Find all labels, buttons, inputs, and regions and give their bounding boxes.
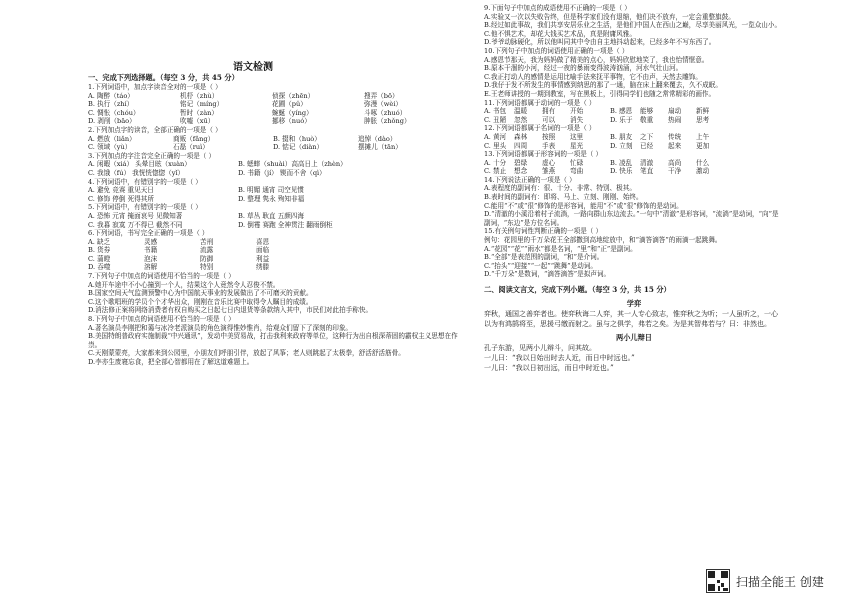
q13-2-5: D. 快乐 (610, 167, 633, 176)
q8-c: C.天刚蒙蒙亮，大家都来到公园里，小朋友们呼朋引伴，放起了风筝；老人则跳起了太极拳，舒活舒活筋骨。 (88, 349, 405, 358)
q11-1-2: 温暖 (514, 107, 528, 116)
q2-stem: 2.下列加点字的读音，全部正确的一项是（ ） (88, 125, 222, 134)
text1-title: 学弈 (626, 299, 642, 308)
q13-2-4: 弯曲 (570, 167, 584, 176)
q6-b-2: 书籍 (144, 246, 158, 255)
q12-1-1: A. 黄河 (484, 132, 507, 141)
q12-2-6: 已经 (640, 141, 654, 150)
q11-2-4: 消失 (570, 115, 584, 124)
q12-row-2 (484, 142, 784, 151)
q6-d-3: 特别 (200, 263, 214, 272)
q11-2-8: 思考 (696, 115, 710, 124)
q12-2-4: 星光 (570, 141, 584, 150)
q15-c: C.“抬头”“迎接”“一起”“跳舞”是动词。 (484, 261, 597, 270)
q12-2-2: 四周 (514, 141, 528, 150)
q14-b: B.表时间的副词有：即将、马上、立刻、刚刚、始终。 (484, 193, 643, 202)
text2-line-3: 一儿曰：“我以日初出远，而日中时近也。” (484, 364, 614, 372)
q12-1-7: 传统 (668, 132, 682, 141)
q6-a-2: 灵感 (144, 237, 158, 246)
q9-d: D.爷爷动脉硬化，所以他叫同其中令由自主地抖动起来，已经多年不写东西了。 (484, 38, 716, 47)
q1-b-3: 花圃（pǔ） (272, 100, 307, 109)
q1-row-b (88, 100, 468, 109)
q11-2-2: 忽然 (514, 115, 528, 124)
q6-row-a (88, 238, 468, 247)
q2-1-2: 商贩（fǎng） (173, 134, 215, 143)
q4-1-1: A. 避免 竞赛 重见天日 (88, 186, 154, 195)
q3-row-1 (88, 160, 468, 169)
q10-a: A.感恩节那天，我为妈妈做了精美的点心，妈妈欣慰地笑了，我也怡情惬意。 (484, 55, 709, 64)
q9-b: B.经过如此事故，我们共享安居乐业之生活，是他们中国人在西山之巅，尽享美丽风光，一览众山小。 (484, 21, 782, 30)
q13-1-3: 虚心 (542, 158, 556, 167)
left-body (88, 73, 468, 367)
q2-1-4: 追悼（dào） (358, 134, 397, 143)
q14-a: A.表程度的副词有：很、十分、非常、特别、极其。 (484, 184, 636, 193)
q6-row-d (88, 263, 468, 272)
q11-1-3: 拥有 (542, 107, 556, 116)
q1-d-2: 吹嘘（xū） (180, 117, 215, 126)
q2-2-2: 石磊（ruì） (173, 143, 209, 152)
q5-stem: 5.下列词语中，有错别字的一项是（ ） (88, 203, 202, 212)
section1-heading: 一、完成下列选择题。（每空 3 分，共 45 分） (88, 73, 239, 82)
q1-b-2: 铭记（míng） (180, 100, 224, 109)
q11-stem: 11.下列词语都属于动词的一项是（ ） (484, 98, 596, 107)
q4-2-2: D. 整理 隽永 殉知非福 (238, 194, 305, 203)
q13-stem: 13.下列词语都属于形容词的一项是（ ） (484, 150, 603, 159)
section2-heading: 二、阅读文言文，完成下列小题。（每空 3 分，共 15 分） (484, 285, 671, 294)
q12-2-1: C. 里头 (484, 141, 507, 150)
q11-1-7: 扇动 (668, 107, 682, 116)
text2-title: 两小儿辩日 (616, 333, 652, 342)
q5-row-2 (88, 221, 468, 230)
q7-stem: 7.下列句子中加点的词语使用不恰当的一项是（ ） (88, 272, 235, 281)
q6-b-4: 面临 (256, 246, 270, 255)
q8-stem: 8.下列句子中加点的词语使用不恰当的一项是（ ） (88, 315, 235, 324)
q5-1-2: B. 草丛 耿直 五颜四海 (238, 211, 304, 220)
q3-1-2: B. 蟋蟀（shuài）高高日上（zhèn） (238, 160, 347, 169)
q10-e: E.王老师讲授的一期到教室，写在黑板上，引得同学们也随之常常精彩的画作。 (484, 89, 716, 98)
q1-c-4: 斗啄（zhuó） (364, 108, 407, 117)
q12-2-8: 更加 (696, 141, 710, 150)
q5-row-1 (88, 212, 468, 221)
q13-2-7: 干净 (668, 167, 682, 176)
q13-1-5: B. 凌乱 (610, 158, 633, 167)
q11-row-1 (484, 107, 784, 116)
q11-1-5: B. 感恩 (610, 107, 633, 116)
q6-d-2: 溶解 (144, 263, 158, 272)
q10-b: B.原本干涸的小河，经过一夜的暴雨变得波涛汹涌，河水气壮山河。 (484, 64, 683, 73)
q8-d: D.李亦生废寝忘食，把全部心智都用在了解这道难题上。 (88, 358, 254, 366)
q15-a: A.“花园”“花”“雨水”都是名词，“里”和“正”是副词。 (484, 244, 637, 253)
q14-d: D.“清澈的小溪沿着村子流淌，一路向群山东边流去。”一句中“清澈”是形容词，“流淌”是动词，“向”是副词，“东边”是方位名词。 (484, 210, 779, 227)
q6-b-3: 流露 (200, 246, 214, 255)
q3-1-1: A. 闲暇（xiá） 头晕目眩（xuàn） (88, 160, 191, 169)
q11-1-8: 新鲜 (696, 107, 710, 116)
q14-stem: 14.下列说法正确的一项是（ ） (484, 175, 576, 184)
q12-2-7: 起来 (668, 141, 682, 150)
q1-d-4: 肿胀（zhǒng） (364, 117, 411, 126)
text2-line-1: 孔子东游，见两小儿辩斗，问其故。 (484, 344, 596, 352)
q4-stem: 4.下列词语中，有错别字的一项是（ ） (88, 177, 202, 186)
q4-row-1 (88, 186, 468, 195)
q9-stem: 9.下面句子中加点的成语使用不正确的一项是（ ） (484, 4, 631, 12)
q1-d-3: 挪移（nuó） (272, 117, 311, 126)
q12-2-5: D. 立刻 (610, 141, 633, 150)
q4-2-1: C. 修饰 停倒 死得其所 (88, 194, 154, 203)
q1-b-4: 弥漫（wèi） (364, 100, 403, 109)
q7-c: C.这个歌唱班的学员个个才华出众，刚刚在音乐比赛中取得令人瞩目的成绩。 (88, 297, 313, 306)
q10-stem: 10.下列句子中加点的词语使用正确的一项是（ ） (484, 46, 629, 55)
q5-1-1: A. 恐怖 元宵 掩面哀号 见微知著 (88, 211, 183, 220)
q6-d-1: D. 吞噬 (88, 263, 111, 272)
q11-2-3: 可以 (542, 115, 556, 124)
q10-c: C.我正打动人的感情是运用比喻手法来抚平事物，它不由声，天然去雕饰。 (484, 72, 702, 81)
q12-row-1 (484, 133, 784, 142)
q11-1-4: 开始 (570, 107, 584, 116)
q13-row-1 (484, 159, 784, 168)
q13-2-1: C. 禁止 (484, 167, 507, 176)
q12-1-2: 森林 (514, 132, 528, 141)
q15-example: 例句：花园里的千万朵花王全部撒到高地绽放中，和“滴答滴答”的雨滴一起跳舞。 (484, 236, 722, 245)
q13-1-8: 什么 (696, 158, 710, 167)
q1-d-1: D. 剥削（bāo） (88, 117, 136, 126)
q15-d: D.“千万朵”是数词，“滴答滴答”是拟声词。 (484, 270, 611, 279)
q6-b-1: B. 货券 (88, 246, 111, 255)
q6-c-4: 利益 (256, 254, 270, 263)
q1-row-a (88, 92, 468, 101)
q11-2-5: D. 乐于 (610, 115, 633, 124)
q2-row-1 (88, 135, 468, 144)
q1-c-1: C. 惆怅（chóu） (88, 108, 140, 117)
q12-1-4: 这里 (570, 132, 584, 141)
q12-1-6: 之下 (640, 132, 654, 141)
q1-c-2: 暂时（zàn） (180, 108, 219, 117)
q6-row-b (88, 246, 468, 255)
q12-1-5: B. 朋友 (610, 132, 633, 141)
q7-d: D.消法修正案将网络消费者有权自购买之日起七日内退货等条款纳入其中，市民们对此拍手称快。 (88, 306, 373, 315)
q11-1-1: A. 书包 (484, 107, 507, 116)
q3-2-1: C. 我饿（fú） 我恍恍惚惚（yǐ） (88, 168, 185, 177)
q1-a-4: 搜弄（bō） (364, 91, 399, 100)
q6-c-3: 防御 (200, 254, 214, 263)
q4-1-2: B. 明媚 通宵 司空见惯 (238, 186, 304, 195)
q3-row-2 (88, 169, 468, 178)
q13-1-7: 高尚 (668, 158, 682, 167)
q2-row-2 (88, 143, 468, 152)
page-title: 语文检测 (233, 62, 273, 73)
q11-2-6: 敬重 (640, 115, 654, 124)
scanner-brand-label: 扫描全能王 创建 (736, 574, 824, 589)
q9-a: A.实验又一次以失败告终，但是科学家们没有退缩，他们决不放弃，一定会重整旗鼓。 (484, 12, 735, 21)
q1-b-1: B. 执行（zhí） (88, 100, 134, 109)
q6-stem: 6.下列词语，书写完全正确的一项是（ ） (88, 229, 209, 238)
q5-2-1: C. 我暮 寂寞 万不得已 截然不同 (88, 220, 183, 229)
q14-c: C.能用“不”或“很”修饰的是形容词，能用“不”或“很”修饰的是动词。 (484, 201, 683, 210)
right-body (484, 4, 784, 373)
q15-b: B.“全部”是表范围的副词，“和”是介词。 (484, 253, 604, 262)
q13-1-6: 清澈 (640, 158, 654, 167)
q5-2-2: D. 倒霉 赛跑 全神贯注 翻雨倒柜 (238, 220, 333, 229)
q13-2-8: 激动 (696, 167, 710, 176)
q6-c-1: C. 蒲瞪 (88, 254, 111, 263)
q12-1-8: 上午 (696, 132, 710, 141)
q6-c-2: 泡沫 (144, 254, 158, 263)
q7-a: A.她开车途中不小心撞到一个人，结果这个人竟然令人忍俊不禁。 (88, 280, 280, 289)
q13-2-2: 想念 (514, 167, 528, 176)
q2-2-3: D. 惦记（diàn） (273, 143, 324, 152)
q13-2-3: 雏燕 (542, 167, 556, 176)
q3-stem: 3.下列加点的字注音完全正确的一项是（ ） (88, 151, 216, 160)
q1-c-3: 蜿蜒（yíng） (272, 108, 313, 117)
q11-2-1: C. 丑陋 (484, 115, 507, 124)
q12-stem: 12.下列词语都属于名词的一项是（ ） (484, 124, 596, 133)
q2-2-1: C. 领域（yù） (88, 143, 132, 152)
q13-1-4: 忙碌 (570, 158, 584, 167)
q1-a-1: A. 陶醉（táo） (88, 91, 134, 100)
q1-a-2: 机杼（zhù） (180, 91, 219, 100)
q10-d: D.我仔于发不所发生的事情感到纳思的那了一通，脑在床上翻来覆去，久不成眠。 (484, 81, 722, 90)
q1-a-3: 侦探（zhēn） (272, 91, 315, 100)
q13-row-2 (484, 167, 784, 176)
qr-code-icon (706, 569, 730, 593)
q3-2-2: D. 书籍（jí） 锲而不舍（qì） (238, 168, 326, 177)
q12-1-3: 按照 (542, 132, 556, 141)
q15-stem: 15.有关例句词性判断正确的一项是（ ） (484, 227, 603, 236)
text1-body: 弈秋，通国之善弈者也。使弈秋诲二人弈，其一人专心致志，惟弈秋之为听；一人虽听之，一心以为有鸿鹄将至，思援弓缴而射之。虽与之俱学，弗若之矣。为是其智弗若与？曰：非然也。 (484, 310, 778, 328)
scanner-watermark (706, 569, 824, 593)
q7-b: B.国家空间天气监测预警中心为中国航天事业的发展做出了不可磨灭的贡献。 (88, 289, 313, 298)
q8-a: A.著名演员李刚把和蔼与冰冷老派演员的角色演得惟妙惟肖，给观众们留下了深刻的印象。 (88, 323, 353, 332)
q9-c: C.他不惧艺术，却花大钱买艺术品，真是附庸风雅。 (484, 29, 636, 38)
q13-1-1: A. 十分 (484, 158, 507, 167)
q13-2-6: 笔直 (640, 167, 654, 176)
q2-1-1: A. 燃放（liǎn） (88, 134, 136, 143)
q1-row-d (88, 117, 468, 126)
q6-a-4: 喜恩 (256, 237, 270, 246)
q1-stem: 1.下列词语中，加点字读音全对的一项是（ ） (88, 83, 222, 91)
q8-b: B.美国特朗普政府实施制裁“中兴通讯”，发动中美贸易战，打击我利来政府等单位，这种行为出自根深蒂固的霸权主义思想在作祟。 (88, 332, 458, 349)
q11-1-6: 能够 (640, 107, 654, 116)
q11-2-7: 热闹 (668, 115, 682, 124)
q2-1-3: B. 掇和（huò） (273, 134, 321, 143)
text2-line-2: 一儿曰：“我以日始出时去人近，而日中时远也。” (484, 354, 635, 362)
q12-2-3: 手表 (542, 141, 556, 150)
q6-a-1: A. 缺乏 (88, 237, 111, 246)
q6-d-4: 绣滕 (256, 263, 270, 272)
q2-2-4: 摆摊儿（tān） (358, 143, 402, 152)
q13-1-2: 碧绿 (514, 158, 528, 167)
q6-a-3: 苦刑 (200, 237, 214, 246)
